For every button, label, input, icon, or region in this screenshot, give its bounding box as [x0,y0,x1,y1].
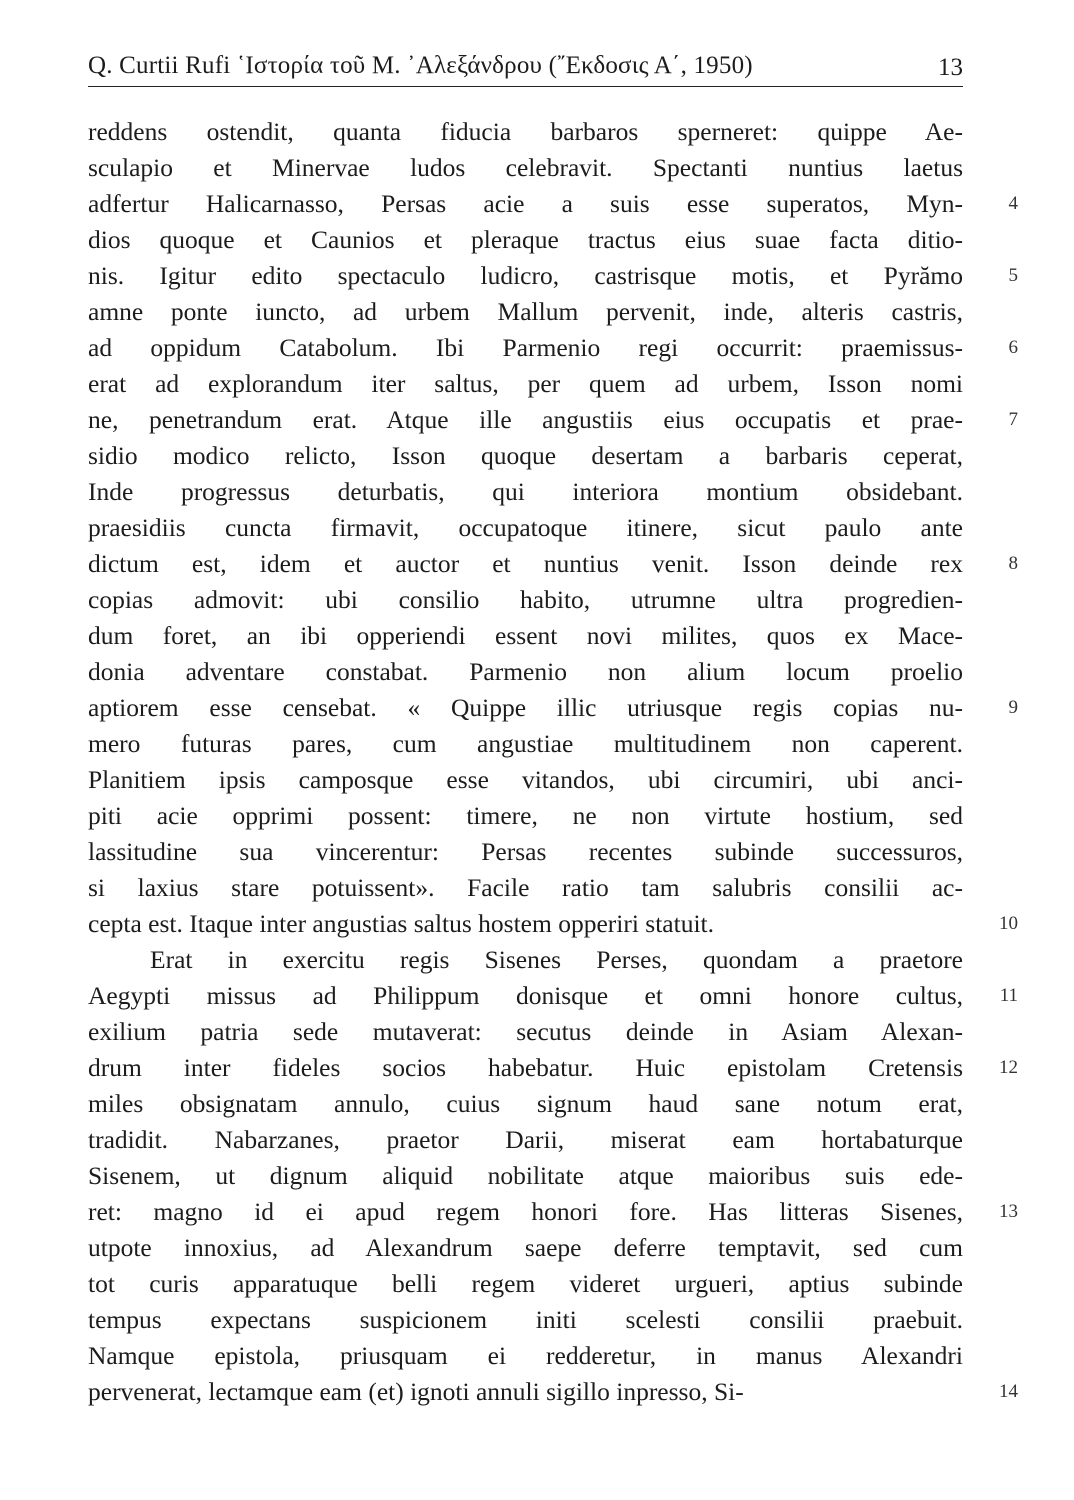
running-header [88,52,963,87]
section-number: 9 [1008,697,1018,718]
line-text: Sisenem, ut dignum aliquid nobilitate atque maioribus suis ede- [88,1161,963,1190]
text-line [88,546,1018,582]
text-line [88,1338,963,1374]
line-text: lassitudine sua vincerentur: Persas recentes subinde successuros, [88,837,963,866]
text-line [88,726,963,762]
text-line [88,1086,963,1122]
section-number: 5 [1008,265,1018,286]
line-text: ret: magno id ei apud regem honori fore. Has litteras Sisenes, [88,1197,963,1226]
line-text: sidio modico relicto, Isson quoque desertam a barbaris ceperat, [88,441,963,470]
line-text: pervenerat, lectamque eam (et) ignoti annuli sigillo inpresso, Si- [88,1377,744,1406]
text-line [88,870,963,906]
text-line [88,1014,963,1050]
text-line [88,1050,1018,1086]
text-line [88,690,1018,726]
text-line [88,438,963,474]
text-line [88,150,963,186]
line-text: dios quoque et Caunios et pleraque tractus eius suae facta ditio- [88,225,963,254]
text-line [88,366,963,402]
line-text: Namque epistola, priusquam ei redderetur, in manus Alexandri [88,1341,963,1370]
text-line [88,294,963,330]
text-line [88,1266,963,1302]
text-line [88,834,963,870]
header-title: Q. Curtii Rufi ῾Ιστορία τοῦ Μ. ᾿Αλεξάνδρου (῎Εκδοσις Α΄, 1950) [88,52,753,79]
section-number: 14 [999,1381,1018,1402]
text-line [88,1194,1018,1230]
line-text: dictum est, idem et auctor et nuntius venit. Isson deinde rex [88,549,963,578]
section-number: 12 [999,1057,1018,1078]
text-line [88,402,1018,438]
section-number: 4 [1008,193,1018,214]
line-text: donia adventare constabat. Parmenio non alium locum proelio [88,657,963,686]
text-line [88,222,963,258]
line-text: erat ad explorandum iter saltus, per quem ad urbem, Isson nomi [88,369,963,398]
line-text: utpote innoxius, ad Alexandrum saepe deferre temptavit, sed cum [88,1233,963,1262]
text-line [88,1302,963,1338]
line-text: tradidit. Nabarzanes, praetor Darii, miserat eam hortabaturque [88,1125,963,1154]
line-text: Planitiem ipsis camposque esse vitandos, ubi circumiri, ubi anci- [88,765,963,794]
text-line [88,798,963,834]
line-text: Erat in exercitu regis Sisenes Perses, quondam a praetore [150,945,963,974]
text-line [88,978,1018,1014]
text-line [88,942,963,978]
section-number: 7 [1008,409,1018,430]
text-line [88,114,963,150]
text-line [88,1122,963,1158]
text-line [88,618,963,654]
text-line [88,330,1018,366]
line-text: exilium patria sede mutaverat: secutus deinde in Asiam Alexan- [88,1017,963,1046]
section-number: 11 [999,985,1018,1006]
text-line [88,510,963,546]
line-text: Aegypti missus ad Philippum donisque et omni honore cultus, [88,981,963,1010]
line-text: Inde progressus deturbatis, qui interiora montium obsidebant. [88,477,963,506]
line-text: piti acie opprimi possent: timere, ne non virtute hostium, sed [88,801,963,830]
text-line [88,1374,1018,1410]
section-number: 10 [999,913,1018,934]
line-text: mero futuras pares, cum angustiae multitudinem non caperent. [88,729,963,758]
line-text: drum inter fideles socios habebatur. Huic epistolam Cretensis [88,1053,963,1082]
line-text: ne, penetrandum erat. Atque ille angustiis eius occupatis et prae- [88,405,963,434]
text-line [88,1230,963,1266]
line-text: praesidiis cuncta firmavit, occupatoque itinere, sicut paulo ante [88,513,963,542]
line-text: reddens ostendit, quanta fiducia barbaros sperneret: quippe Ae- [88,117,963,146]
line-text: amne ponte iuncto, ad urbem Mallum pervenit, inde, alteris castris, [88,297,963,326]
line-text: tot curis apparatuque belli regem videret urgueri, aptius subinde [88,1269,963,1298]
page-number: 13 [938,54,963,81]
text-line [88,474,963,510]
section-number: 13 [999,1201,1018,1222]
text-line [88,654,963,690]
text-line [88,582,963,618]
text-line [88,258,1018,294]
line-text: copias admovit: ubi consilio habito, utrumne ultra progredien- [88,585,963,614]
body-text [88,114,1018,1410]
line-text: nis. Igitur edito spectaculo ludicro, castrisque motis, et Pyrămo [88,261,963,290]
text-line [88,186,1018,222]
section-number: 8 [1008,553,1018,574]
text-line [88,906,1018,942]
line-text: tempus expectans suspicionem initi scelesti consilii praebuit. [88,1305,963,1334]
text-line [88,762,963,798]
line-text: sculapio et Minervae ludos celebravit. Spectanti nuntius laetus [88,153,963,182]
line-text: si laxius stare potuissent». Facile ratio tam salubris consilii ac- [88,873,963,902]
line-text: aptiorem esse censebat. « Quippe illic utriusque regis copias nu- [88,693,963,722]
line-text: miles obsignatam annulo, cuius signum haud sane notum erat, [88,1089,963,1118]
line-text: ad oppidum Catabolum. Ibi Parmenio regi occurrit: praemissus- [88,333,963,362]
section-number: 6 [1008,337,1018,358]
line-text: dum foret, an ibi opperiendi essent novi milites, quos ex Mace- [88,621,963,650]
line-text: cepta est. Itaque inter angustias saltus hostem opperiri statuit. [88,909,715,938]
line-text: adfertur Halicarnasso, Persas acie a suis esse superatos, Myn- [88,189,963,218]
text-line [88,1158,963,1194]
